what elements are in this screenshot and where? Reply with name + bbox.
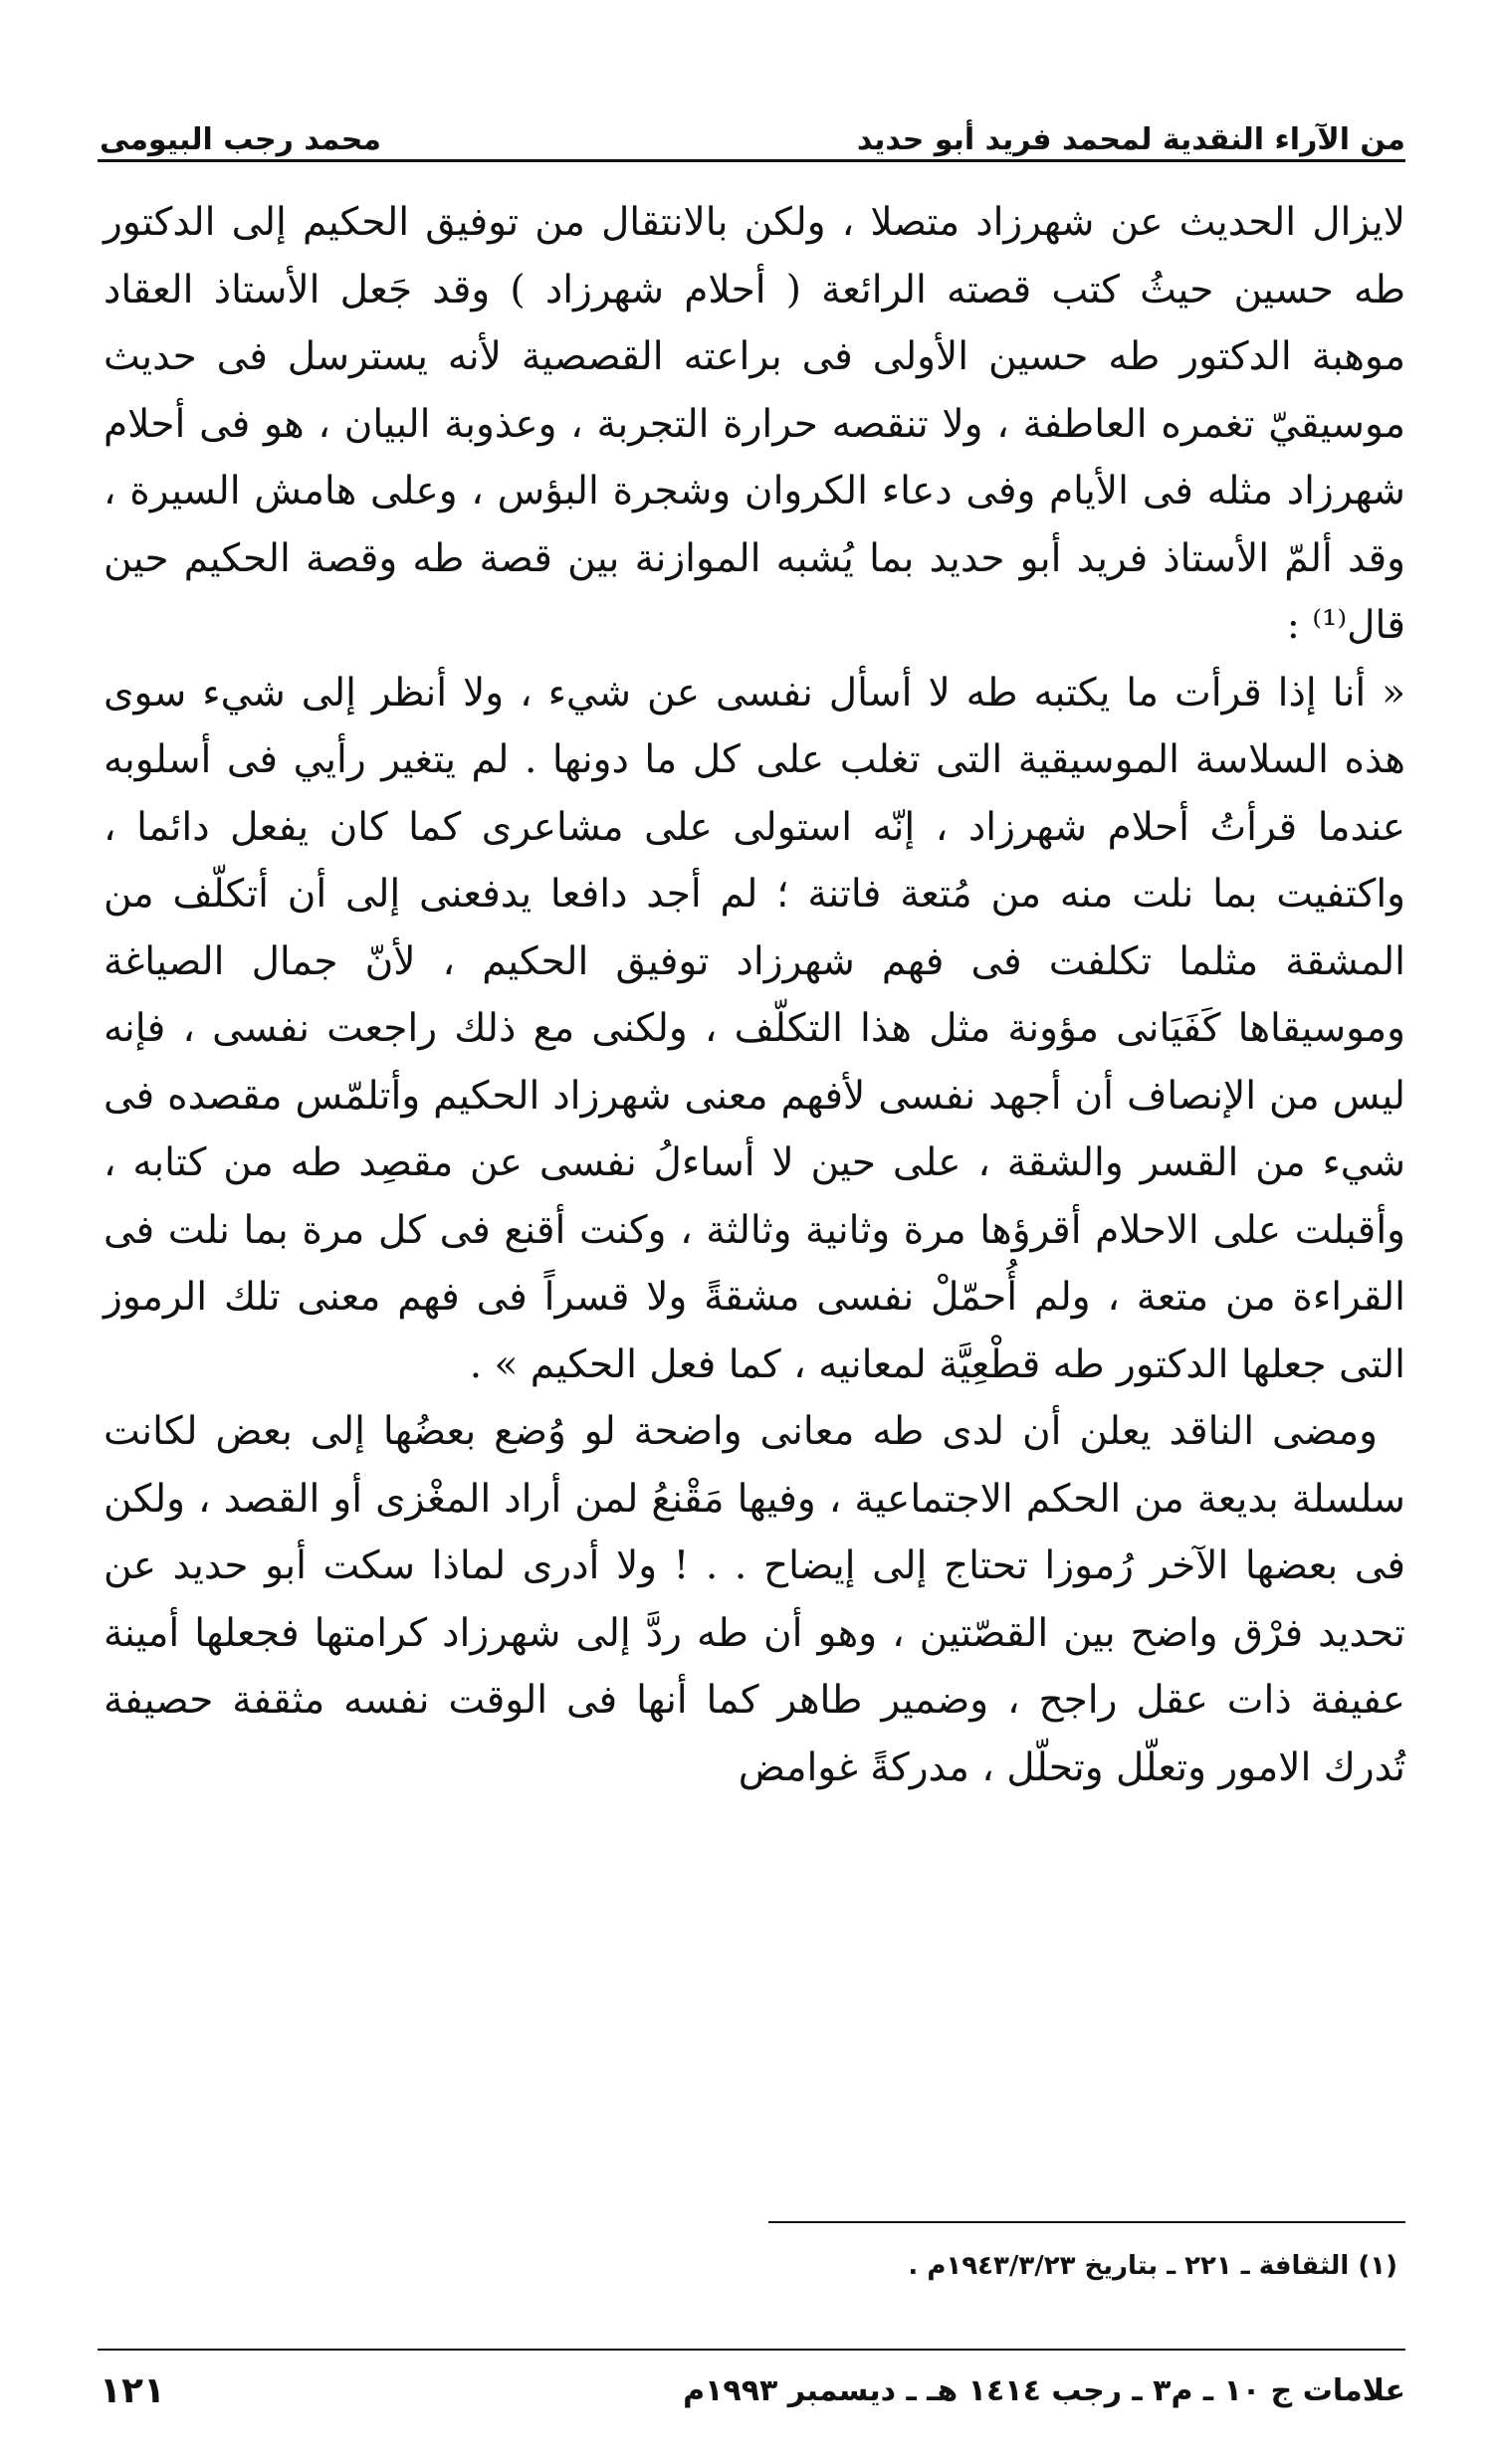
footnote: (١) الثقافة ـ ٢٢١ ـ بتاريخ ١٩٤٣/٣/٢٣م . xyxy=(908,2251,1397,2281)
header-author: محمد رجب البيومى xyxy=(100,122,381,157)
header-title: من الآراء النقدية لمحمد فريد أبو حديد xyxy=(856,122,1405,157)
paragraph-1: لايزال الحديث عن شهرزاد متصلا ، ولكن بالانتقال من توفيق الحكيم إلى الدكتور طه حسين حيثُ كتب قصته الرائعة ( أحلام شهرزاد ) وقد جَعل الأستاذ العقاد موهبة الدكتور طه حسين الأولى فى براعته القصصية لأنه يسترسل فى حديث موسيقيّ تغمره العاطفة ، ولا تنقصه حرارة التجربة ، وعذوبة البيان ، هو فى أحلام شهرزاد مثله فى الأيام وفى دعاء الكروان وشجرة البؤس ، وعلى هامش السيرة ، وقد ألمّ الأستاذ فريد أبو حديد بما يُشبه الموازنة بين قصة طه وقصة الحكيم حين قال⁽¹⁾ : xyxy=(104,200,1405,648)
running-header xyxy=(100,78,1405,157)
footnote-divider xyxy=(768,2221,1405,2223)
header-divider xyxy=(98,159,1405,162)
article-body xyxy=(104,189,1405,1801)
footer-divider xyxy=(98,2349,1405,2351)
paragraph-2-quote: « أنا إذا قرأت ما يكتبه طه لا أسأل نفسى عن شيء ، ولا أنظر إلى شيء سوى هذه السلاسة الموسيقية التى تغلب على كل ما دونها . لم يتغير رأيي فى أسلوبه عندما قرأتُ أحلام شهرزاد ، إنّه استولى على مشاعرى كما كان يفعل دائما ، واكتفيت بما نلت منه من مُتعة فاتنة ؛ لم أجد دافعا يدفعنى إلى أن أتكلّف من المشقة مثلما تكلفت فى فهم شهرزاد توفيق الحكيم ، لأنّ جمال الصياغة وموسيقاها كَفَيَانى مؤونة مثل هذا التكلّف ، ولكنى مع ذلك راجعت نفسى ، فإنه ليس من الإنصاف أن أجهد نفسى لأفهم معنى شهرزاد الحكيم وأتلمّس مقصده فى شيء من القسر والشقة ، على حين لا أساءلُ نفسى عن مقصِد طه من كتابه ، وأقبلت على الاحلام أقرؤها مرة وثانية وثالثة ، وكنت أقنع فى كل مرة بما نلت فى القراءة من متعة ، ولم أُحمّلْ نفسى مشقةً ولا قسراً فى فهم معنى تلك الرموز التى جعلها الدكتور طه قطْعِيَّة لمعانيه ، كما فعل الحكيم » . xyxy=(104,670,1405,1387)
page-number: ١٢١ xyxy=(100,2369,165,2411)
paragraph-3: ومضى الناقد يعلن أن لدى طه معانى واضحة لو وُضع بعضُها إلى بعض لكانت سلسلة بديعة من الحكم الاجتماعية ، وفيها مَقْنعُ لمن أراد المغْزى أو القصد ، ولكن فى بعضها الآخر رُموزا تحتاج إلى إيضاح . . ! ولا أدرى لماذا سكت أبو حديد عن تحديد فرْق واضح بين القصّتين ، وهو أن طه ردَّ إلى شهرزاد كرامتها فجعلها أمينة عفيفة ذات عقل راجح ، وضمير طاهر كما أنها فى الوقت نفسه مثقفة حصيفة تُدرك الامور وتعلّل وتحلّل ، مدركةً غوامض xyxy=(104,1409,1405,1790)
journal-citation: علامات ج ١٠ ـ م٣ ـ رجب ١٤١٤ هـ ـ ديسمبر ١٩٩٣م xyxy=(683,2372,1405,2408)
running-footer xyxy=(100,2361,1405,2420)
